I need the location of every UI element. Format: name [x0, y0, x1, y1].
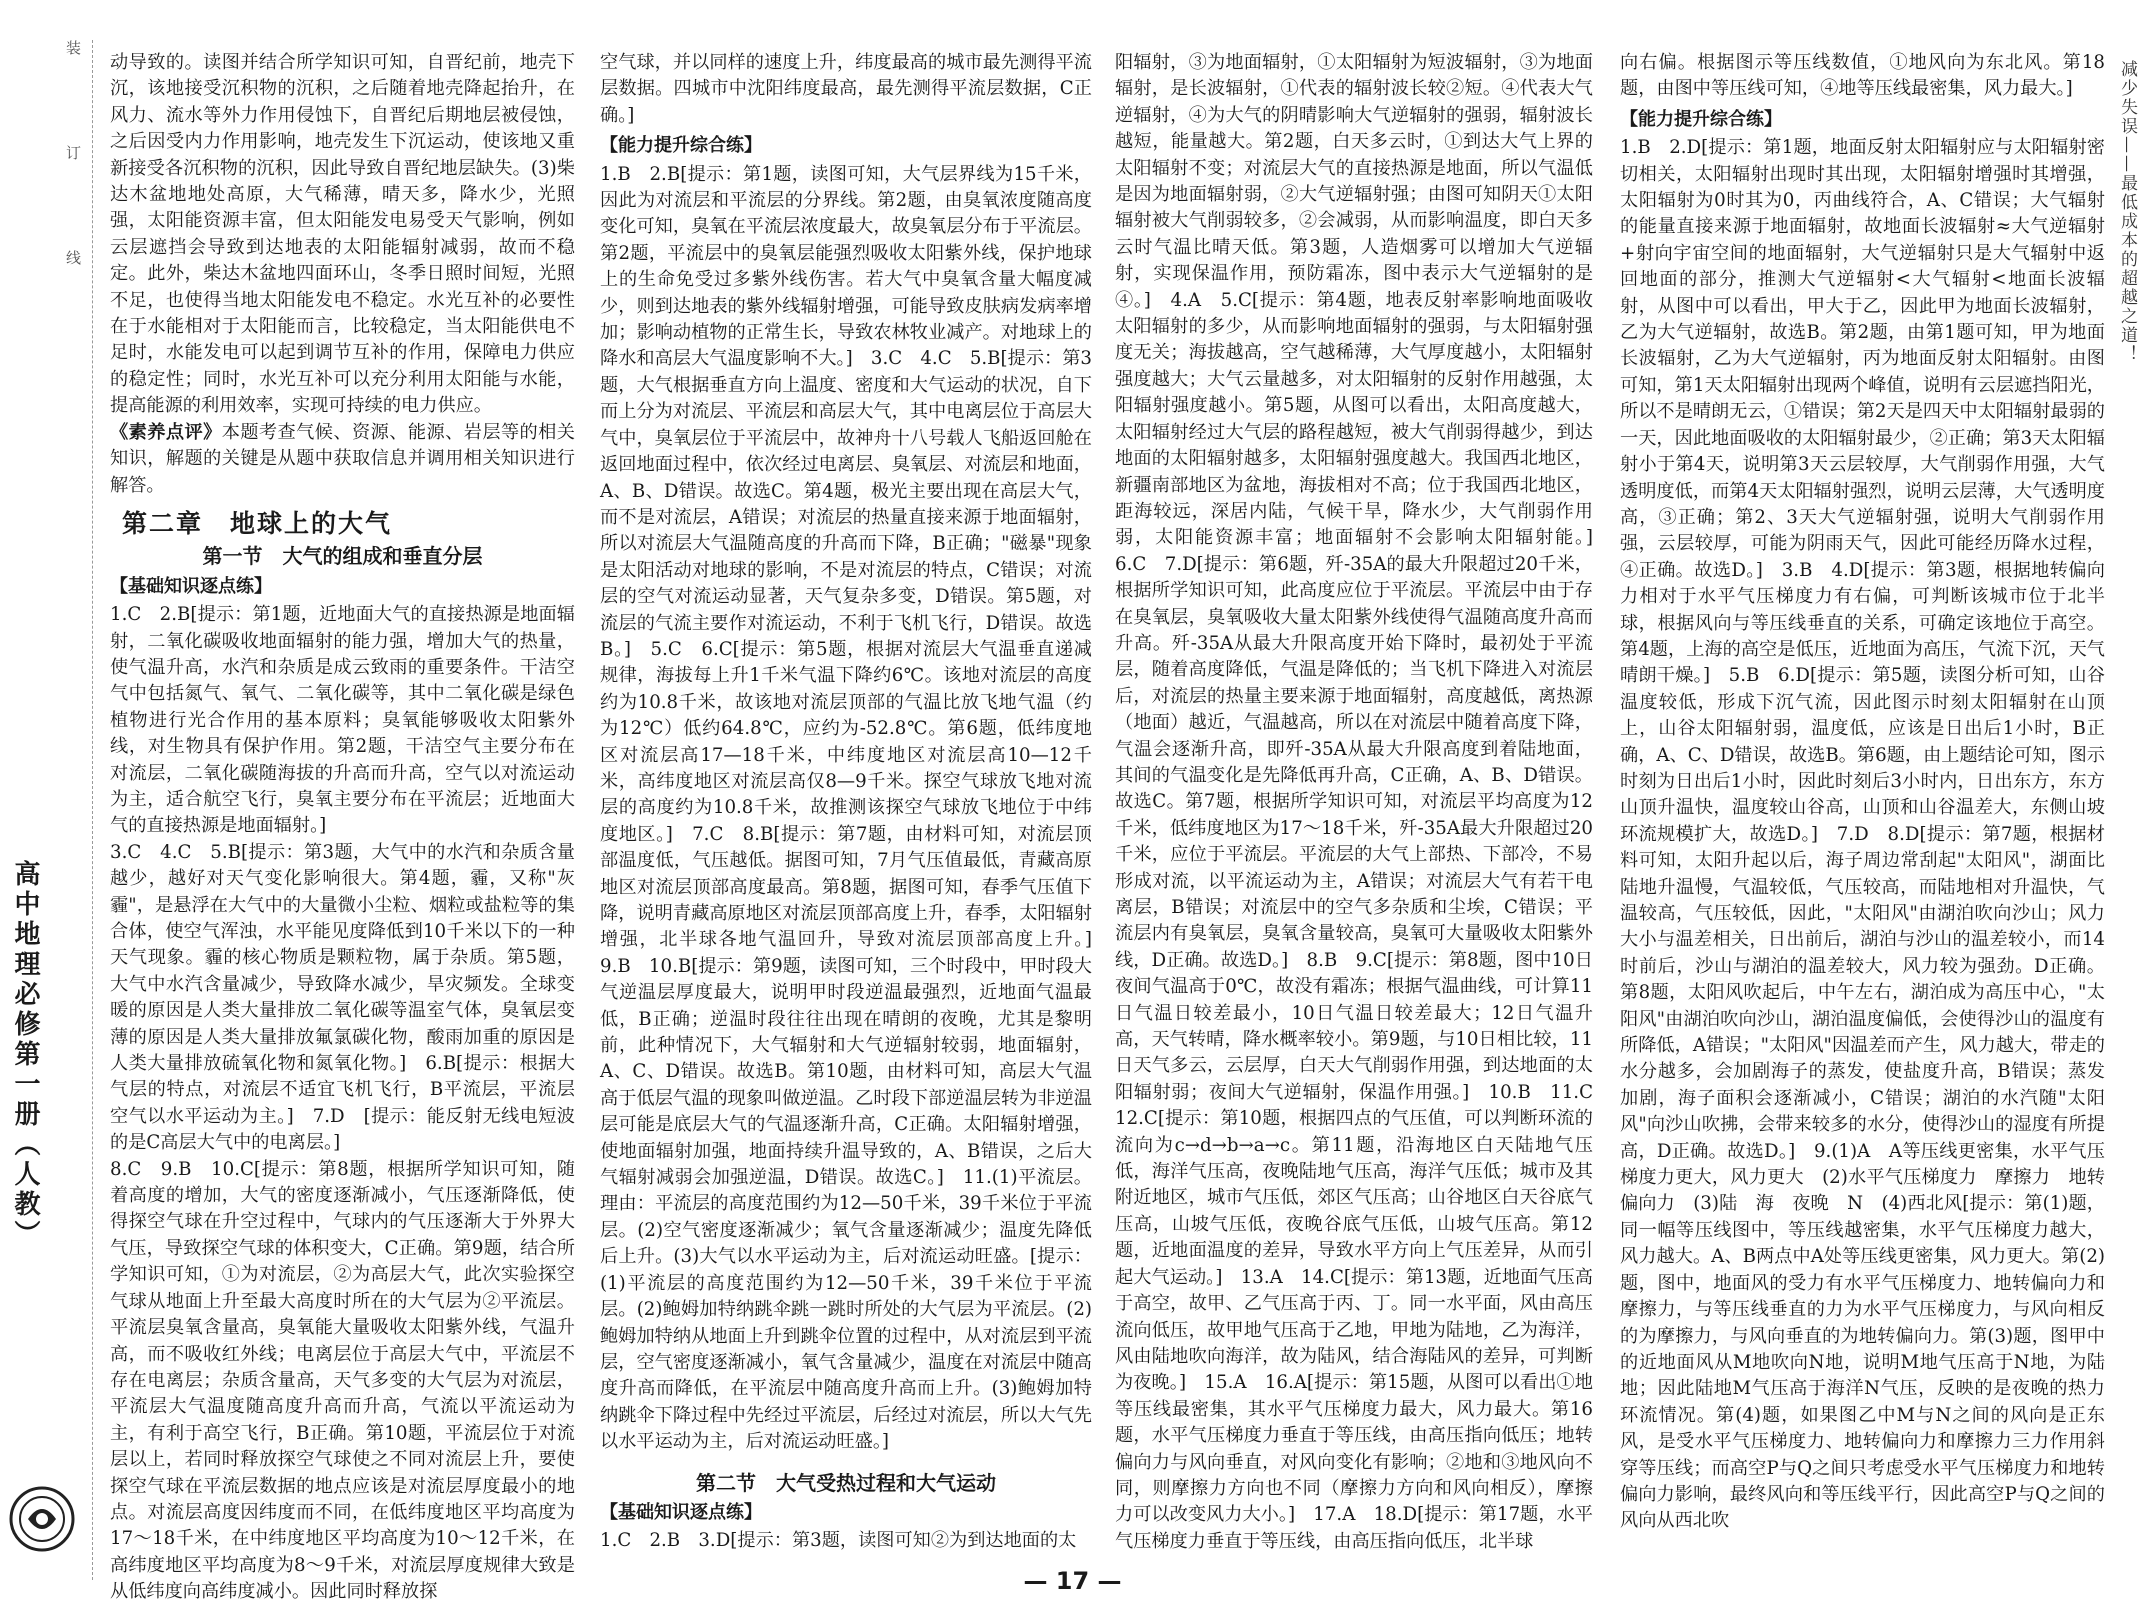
column-3: [1115, 50, 1612, 1552]
paragraph: 1.B 2.B[提示：第1题，读图可知，大气层界线为15千米，因此为对流层和平流层的分界线。第2题，由臭氧浓度随高度变化可知，臭氧在平流层浓度最大，故臭氧层分布于平流层。第2题，平流层中的臭氧层能强烈吸收太阳紫外线，保护地球上的生命免受过多紫外线伤害。若大气中臭氧含量大幅度减少，则到达地表的紫外线辐射增强，可能导致皮肤病发病率增加；影响动植物的正常生长，导致农林牧业减产。对地球上的降水和高层大气温度影响不大。] 3.C 4.C 5.B[提示：第3题，大气根据垂直方向上温度、密度和大气运动的状况，自下而上分为对流层、平流层和高层大气，其中电离层位于高层大气中，臭氧层位于平流层中，故神舟十八号载人飞船返回舱在返回地面过程中，依次经过电离层、臭氧层、对流层和地面，A、B、D错误。故选C。第4题，极光主要出现在高层大气，而不是对流层，A错误；对流层的热量直接来源于地面辐射，所以对流层大气温随高度的升高而下降，B正确；"磁暴"现象是太阳活动对地球的影响，不是对流层的特点，C错误；对流层的空气对流运动显著，天气复杂多变，D错误。第5题，对流层的气流主要作对流运动，不利于飞机飞行，D错误。故选B。] 5.C 6.C[提示：第5题，根据对流层大气温垂直递减规律，海拔每上升1千米气温下降约6℃。该地对流层的高度约为10.8千米，故该地对流层顶部的气温比放飞地气温（约为12℃）低约64.8℃，应约为-52.8℃。第6题，低纬度地区对流层高17—18千米，中纬度地区对流层高10—12千米，高纬度地区对流层高仅8—9千米。探空气球放飞地对流层的高度约为10.8千米，故推测该探空气球放飞地位于中纬度地区。] 7.C 8.B[提示：第7题，由材料可知，对流层顶部温度低，气压越低。据图可知，7月气压值最低，青藏高原地区对流层顶部高度最高。第8题，据图可知，春季气压值下降，说明青藏高原地区对流层顶部高度上升，春季，太阳辐射增强，北半球各地气温回升，导致对流层顶部高度上升。] 9.B 10.B[提示：第9题，读图可知，三个时段中，甲时段大气逆温层厚度最大，说明甲时段逆温最强烈，近地面气温最低，B正确；逆温时段往往出现在晴朗的夜晚，尤其是黎明前，此种情况下，大气辐射和大气逆辐射较弱，地面辐射，A、C、D错误。故选B。第10题，由材料可知，高层大气温高于低层气温的现象叫做逆温。乙时段下部逆温层转为非逆温层可能是底层大气的气温逐渐升高，C正确。太阳辐射增强，使地面辐射加强，地面持续升温导致的，A、B错误，之后大气辐射减弱会加强逆温，D错误。故选C。] 11.(1)平流层。理由：平流层的高度范围约为12—50千米，39千米位于平流层。(2)空气密度逐渐减少；氧气含量逐渐减少；温度先降低后上升。(3)大气以水平运动为主，后对流运动旺盛。[提示：(1)平流层的高度范围约为12—50千米，39千米位于平流层。(2)鲍姆加特纳跳伞跳一跳时所处的大气层为平流层。(2)鲍姆加特纳从地面上升到跳伞位置的过程中，从对流层到平流层，空气密度逐渐减小，氧气含量减少，温度在对流层中随高度升高而降低，在平流层中随高度升高而上升。(3)鲍姆加特纳跳伞下降过程中先经过平流层，后经过对流层，所以大气先以水平运动为主，后对流运动旺盛。]: [600, 163, 1111, 1453]
note-tag: 《素养点评》: [110, 421, 222, 443]
paragraph: 空气球，并以同样的速度上升，纬度最高的城市最先测得平流层数据。四城市中沈阳纬度最高，最先测得平流层数据，C正确。]: [600, 52, 1092, 126]
exercise-label: 【能力提升综合练】: [1620, 108, 1782, 130]
exercise-label: 【基础知识逐点练】: [600, 1501, 762, 1523]
exercise-label: 【能力提升综合练】: [600, 135, 762, 157]
column-4: [1620, 50, 2105, 1550]
binding-marks: 装 订 线: [64, 40, 82, 271]
paragraph: 1.C 2.B 3.D[提示：第3题，读图可知②为到达地面的太: [600, 1530, 1077, 1552]
section-title: 第一节 大气的组成和垂直分层: [202, 544, 483, 569]
column-1: [110, 50, 575, 1603]
spine: [0, 0, 100, 1614]
paragraph: 阳辐射，③为地面辐射，①太阳辐射为短波辐射，③为地面辐射，是长波辐射，①代表的辐射波长较②短。④代表大气逆辐射，④为大气的阴晴影响大气逆辐射的强弱，辐射波长越短，能量越大。第2题，白天多云时，①到达大气上界的太阳辐射不变；对流层大气的直接热源是地面，所以气温低是因为地面辐射弱，②大气逆辐射强；由图可知阴天①太阳辐射被大气削弱较多，②会减弱，从而影响温度，即白天多云时气温比晴天低。第3题，人造烟雾可以增加大气逆辐射，实现保温作用，预防霜冻，图中表示大气逆辐射的是④。] 4.A 5.C[提示：第4题，地表反射率影响地面吸收太阳辐射的多少，从而影响地面辐射的强弱，与太阳辐射强度无关；海拔越高，空气越稀薄，大气厚度越小，太阳辐射强度越大；大气云量越多，对太阳辐射的反射作用越强，太阳辐射强度越小。第5题，从图可以看出，太阳高度越大，太阳辐射经过大气层的路程越短，被大气削弱得越少，到达地面的太阳辐射越多，太阳辐射强度越大。我国西北地区，新疆南部地区为盆地，海拔相对不高；位于我国西北地区，距海较远，深居内陆，气候干旱，降水少，大气削弱作用弱，太阳能资源丰富；地面辐射不会影响太阳辐射能。] 6.C 7.D[提示：第6题，歼-35A的最大升限超过20千米，根据所学知识可知，此高度应位于平流层。平流层中由于存在臭氧层，臭氧吸收大量太阳紫外线使得气温随高度升高而升高。歼-35A从最大升限高度开始下降时，最初处于平流层，随着高度降低，气温是降低的；当飞机下降进入对流层后，对流层的热量主要来源于地面辐射，高度越低，离热源（地面）越近，气温越高，所以在对流层中随着高度下降，气温会逐渐升高，即歼-35A从最大升限高度到着陆地面，其间的气温变化是先降低再升高，C正确，A、B、D错误。故选C。第7题，根据所学知识可知，对流层平均高度为12千米，低纬度地区为17～18千米，歼-35A最大升限超过20千米，应位于平流层。平流层的大气上部热、下部冷，不易形成对流，以平流运动为主，A错误；对流层大气有若干电离层，B错误；对流层中的空气多杂质和尘埃，C错误；平流层内有臭氧层，臭氧含量较高，臭氧可大量吸收太阳紫外线，D正确。故选D。] 8.B 9.C[提示：第8题，图中10日夜间气温高于0℃，故没有霜冻；根据气温曲线，可计算11日气温日较差最小，10日气温日较差最大；12日气温升高，天气转晴，降水概率较小。第9题，与10日相比较，11日天气多云，云层厚，白天大气削弱作用强，到达地面的太阳辐射弱；夜间大气逆辐射，保温作用强。] 10.B 11.C 12.C[提示：第10题，根据四点的气压值，可以判断环流的流向为c→d→b→a→c。第11题，沿海地区白天陆地气压低，海洋气压高，夜晚陆地气压高，海洋气压低；城市及其附近地区，城市气压低，郊区气压高；山谷地区白天谷底气压高，山坡气压低，夜晚谷底气压低，山坡气压高。第12题，近地面温度的差异，导致水平方向上气压差异，从而引起大气运动。] 13.A 14.C[提示：第13题，近地面气压高于高空，故甲、乙气压高于丙、丁。同一水平面，风由高压流向低压，故甲地气压高于乙地，甲地为陆地，乙为海洋，风由陆地吹向海洋，故为陆风，结合海陆风的差异，可判断为夜晚。] 15.A 16.A[提示：第15题，从图可以看出①地等压线最密集，其水平气压梯度力最大，风力最大。第16题，水平气压梯度力垂直于等压线，由高压指向低压；地转偏向力与风向垂直，对风向变化有影响；②地和③地风向不同，则摩擦力方向也不同（摩擦力方向和风向相反），摩擦力可以改变风力大小。] 17.A 18.D[提示：第17题，水平气压梯度力垂直于等压线，由高压指向低压，北半球: [1115, 52, 1612, 1552]
paragraph: 向右偏。根据图示等压线数值，①地风向为东北风。第18题，由图中等压线可知，④地等压线最密集，风力最大。]: [1620, 52, 2105, 100]
paragraph: 3.C 4.C 5.B[提示：第3题，大气中的水汽和杂质含量越少，越好对天气变化影响很大。第4题，霾，又称"灰霾"，是悬浮在大气中的大量微小尘粒、烟粒或盐粒等的集合体，使空气浑浊，水平能见度降低到10千米以下的一种天气现象。霾的核心物质是颗粒物，属于杂质。第5题，大气中水汽含量减少，导致降水减少，旱灾频发。全球变暖的原因是人类大量排放二氧化碳等温室气体，臭氧层变薄的原因是人类大量排放氟氯碳化物，酸雨加重的原因是人类大量排放硫氧化物和氮氧化物。] 6.B[提示：根据大气层的特点，对流层不适宜飞机飞行，B平流层，平流层空气以水平运动为主。] 7.D [提示：能反射无线电短波的是C高层大气中的电离层。]: [110, 841, 575, 1154]
slogan: 减少失误——最低成本的超越之道！: [2117, 60, 2137, 364]
note-text: 本题考查气候、资源、能源、岩层等的相关知识，解题的关键是从题中获取信息并调用相关知识进行解答。: [110, 421, 575, 496]
brand-logo-icon: [8, 1485, 76, 1553]
paragraph: 1.B 2.D[提示：第1题，地面反射太阳辐射应与太阳辐射密切相关，太阳辐射出现时其出现，太阳辐射增强时其增强，太阳辐射为0时其为0，丙曲线符合，A、C错误；大气辐射的能量直接来源于地面辐射，故地面长波辐射≈大气逆辐射+射向宇宙空间的地面辐射，大气逆辐射只是大气辐射中返回地面的部分，推测大气逆辐射<大气辐射<地面长波辐射，从图中可以看出，甲大于乙，因此甲为地面长波辐射，乙为大气逆辐射，故选B。第2题，由第1题可知，甲为地面长波辐射，乙为大气逆辐射，丙为地面反射太阳辐射。由图可知，第1天太阳辐射出现两个峰值，说明有云层遮挡阳光，所以不是晴朗无云，①错误；第2天是四天中太阳辐射最弱的一天，因此地面吸收的太阳辐射最少，②正确；第3天太阳辐射小于第4天，说明第3天云层较厚，大气削弱作用强，大气透明度低，而第4天太阳辐射强烈，说明云层薄，大气透明度高，③正确；第2、3天大气逆辐射强，说明大气削弱作用强，云层较厚，可能为阴雨天气，因此可能经历降水过程，④正确。故选D。] 3.B 4.D[提示：第3题，根据地转偏向力相对于水平气压梯度力有右偏，可判断该城市位于北半球，根据风向与等压线垂直的关系，可确定该地位于高空。第4题，上海的高空是低压，近地面为高压，气流下沉，天气晴朗干燥。] 5.B 6.D[提示：第5题，读图分析可知，山谷温度较低，形成下沉气流，因此图示时刻太阳辐射在山顶上，山谷太阳辐射弱，温度低，应该是日出后1小时，B正确，A、C、D错误，故选B。第6题，由上题结论可知，图示时刻为日出后1小时，因此时刻后3小时内，日出东方，东方山顶升温快，温度较山谷高，山顶和山谷温差大，东侧山坡环流规模扩大，故选D。] 7.D 8.D[提示：第7题，根据材料可知，太阳升起以后，海子周边常刮起"太阳风"，湖面比陆地升温慢，气温较低，气压较高，而陆地相对升温快，气温较高，气压较低，因此，"太阳风"由湖泊吹向沙山；风力大小与温差相关，日出前后，湖泊与沙山的温差较小，而14时前后，沙山与湖泊的温差较大，风力较为强劲。D正确。第8题，太阳风吹起后，中午左右，湖泊成为高压中心，"太阳风"由湖泊吹向沙山，湖泊温度偏低，会使得沙山的温度有所降低，A错误；"太阳风"因温差而产生，风力越大，带走的水分越多，会加剧海子的蒸发，使盐度升高，B错误；蒸发加剧，海子面积会逐渐减小，C错误；湖泊的水汽随"太阳风"向沙山吹拂，会带来较多的水分，使得沙山的湿度有所提高，D正确。故选D。] 9.(1)A A等压线更密集，水平气压梯度力更大，风力更大 (2)水平气压梯度力 摩擦力 地转偏向力 (3)陆 海 夜晚 N (4)西北风[提示：第(1)题，同一幅等压线图中，等压线越密集，水平气压梯度力越大，风力越大。A、B两点中A处等压线更密集，风力更大。第(2)题，图中，地面风的受力有水平气压梯度力、地转偏向力和摩擦力，与等压线垂直的力为水平气压梯度力，与风向相反的为摩擦力，与风向垂直的为地转偏向力。第(3)题，图甲中的近地面风从M地吹向N地，说明M地气压高于N地，为陆地；因此陆地M气压高于海洋N气压，反映的是夜晚的热力环流情况。第(4)题，如果图乙中M与N之间的风向是正东风，是受水平气压梯度力、地转偏向力和摩擦力三力作用斜穿等压线；而高空P与Q之间只考虑受水平气压梯度力和地转偏向力影响，最终风向和等压线平行，因此高空P与Q之间的风向从西北吹: [1620, 137, 2105, 1532]
section-title: 第二节 大气受热过程和大气运动: [696, 1470, 996, 1495]
page-number: — 17 —: [1023, 1567, 1122, 1595]
exercise-label: 【基础知识逐点练】: [110, 575, 272, 597]
literacy-note: [110, 420, 575, 499]
paragraph: 8.C 9.B 10.C[提示：第8题，根据所学知识可知，随着高度的增加，大气的密度逐渐减小，气压逐渐降低，使得探空气球在升空过程中，气球内的气压逐渐大于外界大气压，导致探空气球的体积变大，C正确。第9题，结合所学知识可知，①为对流层，②为高层大气，此次实验探空气球从地面上升至最大高度时所在的大气层为②平流层。平流层臭氧含量高，臭氧能大量吸收太阳紫外线，气温升高，而不吸收红外线；电离层位于高层大气中，平流层不存在电离层；杂质含量高，天气多变的大气层为对流层，平流层大气温度随高度升高而升高，气流以平流运动为主，有利于高空飞行，B正确。第10题，平流层位于对流层以上，若同时释放探空气球使之不同对流层上升，要使探空气球在平流层数据的地点应该是对流层厚度最小的地点。对流层高度因纬度而不同，在低纬度地区平均高度为17～18千米，在中纬度地区平均高度为10～12千米，在高纬度地区平均高度为8～9千米，对流层厚度规律大致是从低纬度向高纬度减小。因此同时释放探: [110, 1158, 575, 1603]
paragraph: 1.C 2.B[提示：第1题，近地面大气的直接热源是地面辐射，二氧化碳吸收地面辐射的能力强，增加大气的热量，使气温升高，水汽和杂质是成云致雨的重要条件。干洁空气中包括氮气、氧气、二氧化碳等，其中二氧化碳是绿色植物进行光合作用的基本原料；臭氧能够吸收太阳紫外线，对生物具有保护作用。第2题，干洁空气主要分布在对流层，二氧化碳随海拔的升高而升高，空气以对流运动为主，适合航空飞行，臭氧主要分布在平流层；近地面大气的直接热源是地面辐射。]: [110, 604, 575, 837]
cut-line: [92, 40, 93, 1580]
chapter-title: 第二章 地球上的大气: [122, 508, 393, 538]
column-2: [600, 50, 1111, 1552]
paragraph: 动导致的。读图并结合所学知识可知，自晋纪前，地壳下沉，该地接受沉积物的沉积，之后随着地壳降起抬升，在风力、流水等外力作用侵蚀下，自晋纪后期地层被侵蚀，之后因受内力作用影响，地壳发生下沉运动，使该地又重新接受各沉积物的沉积，因此导致自晋纪地层缺失。(3)柴达木盆地地处高原，大气稀薄，晴天多，降水少，光照强，太阳能资源丰富，但太阳能发电易受天气影响，例如云层遮挡会导致到达地表的太阳能辐射减弱，故而不稳定。此外，柴达木盆地四面环山，冬季日照时间短，光照不足，也使得当地太阳能发电不稳定。水光互补的必要性在于水能相对于太阳能而言，比较稳定，当太阳能供电不足时，水能发电可以起到调节互补的作用，保障电力供应的稳定性；同时，水光互补可以充分利用太阳能与水能，提高能源的利用效率，实现可持续的电力供应。: [110, 52, 575, 417]
book-title: 高中地理必修第一册（人教）: [10, 860, 40, 1250]
